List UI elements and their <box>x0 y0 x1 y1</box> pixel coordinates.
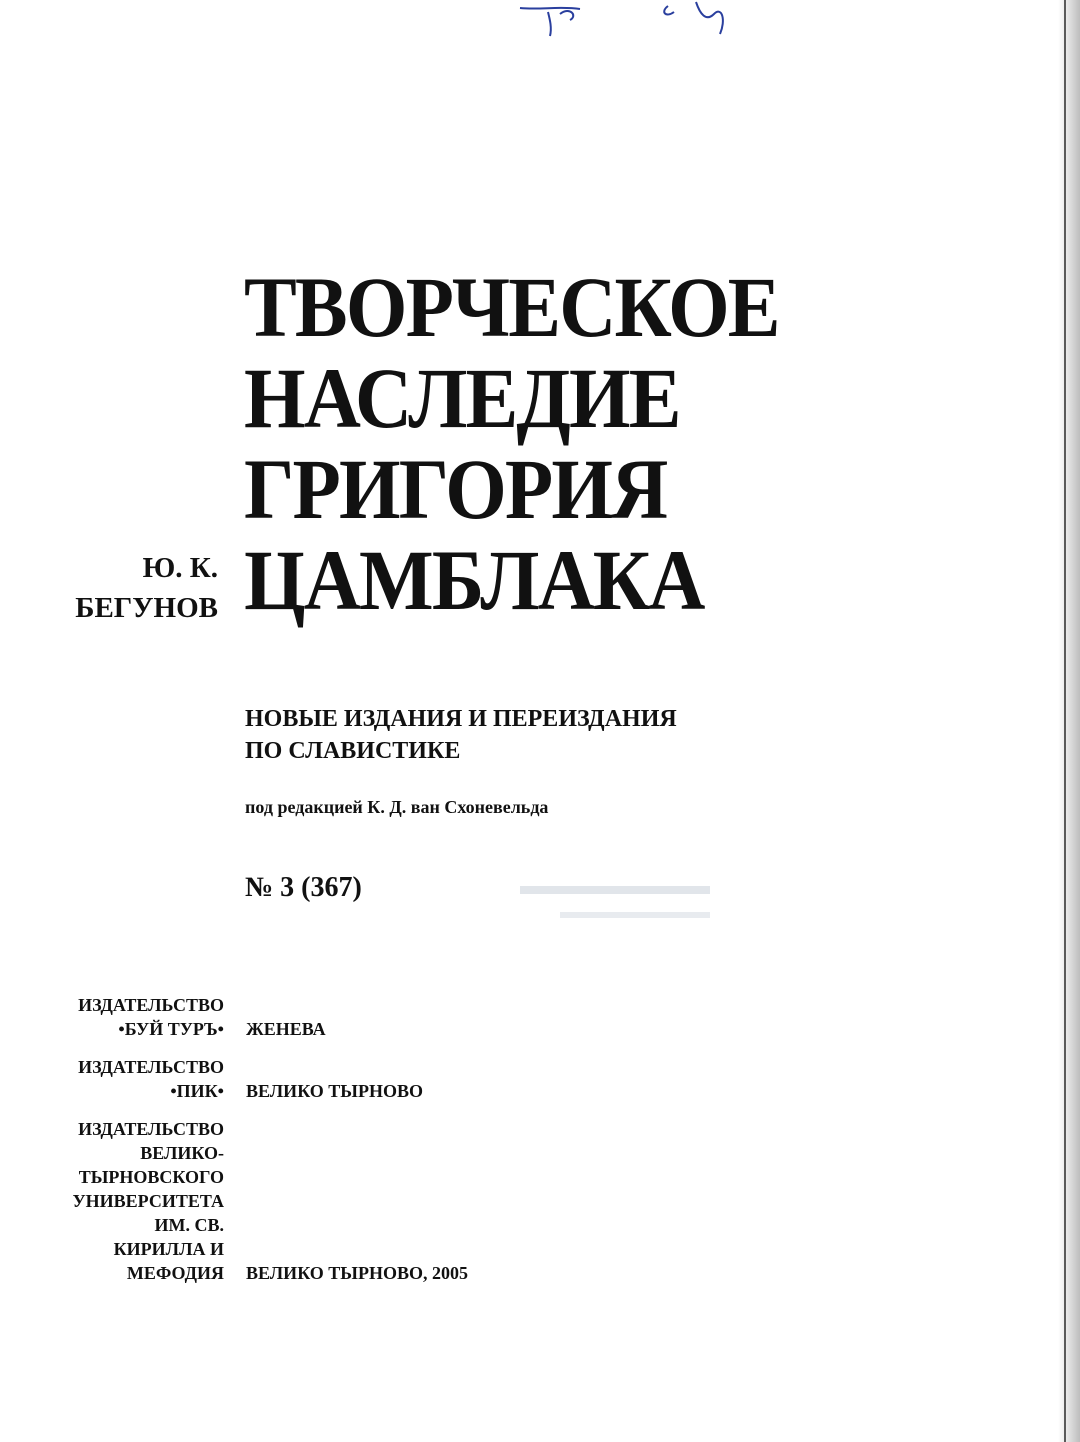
publisher-name-line: МЕФОДИЯ <box>126 1263 224 1283</box>
publisher-name <box>30 1117 224 1285</box>
publisher-name-line: ИЗДАТЕЛЬСТВО <box>78 1119 224 1139</box>
publisher-city: ЖЕНЕВА <box>246 1019 326 1039</box>
publishers-list <box>30 993 570 1299</box>
series-line: НОВЫЕ ИЗДАНИЯ И ПЕРЕИЗДАНИЯ <box>245 706 677 732</box>
publisher-entry <box>30 1055 570 1103</box>
title-line: ГРИГОРИЯ <box>244 441 667 537</box>
bleed-through-smudge <box>520 882 720 932</box>
scan-edge <box>1058 0 1080 1442</box>
publisher-city: ВЕЛИКО ТЫРНОВО <box>246 1081 423 1101</box>
publisher-name-line: •ПИК• <box>170 1081 224 1101</box>
title-line: НАСЛЕДИЕ <box>244 350 680 446</box>
publisher-name <box>30 993 224 1041</box>
handwritten-signature <box>500 0 760 40</box>
title-line: ЦАМБЛАКА <box>244 532 704 628</box>
title-line: ТВОРЧЕСКОЕ <box>244 259 779 355</box>
publisher-name-line: КИРИЛЛА И <box>113 1239 224 1259</box>
publisher-name-line: ИМ. СВ. <box>154 1215 224 1235</box>
publisher-name-line: •БУЙ ТУРЪ• <box>118 1019 224 1039</box>
publisher-name-line: ИЗДАТЕЛЬСТВО <box>78 1057 224 1077</box>
issue-number: № 3 (367) <box>245 872 362 903</box>
book-title <box>244 259 884 628</box>
publisher-name <box>30 1055 224 1103</box>
series-title <box>245 703 677 767</box>
publisher-name-line: УНИВЕРСИТЕТА <box>72 1191 224 1211</box>
publisher-name-line: ВЕЛИКО- <box>140 1143 224 1163</box>
scan-line <box>1064 0 1066 1442</box>
editor-credit: под редакцией К. Д. ван Схоневельда <box>245 797 549 817</box>
publisher-entry <box>30 1117 570 1285</box>
author-initials: Ю. К. <box>142 552 218 584</box>
publisher-name-line: ТЫРНОВСКОГО <box>78 1167 224 1187</box>
publisher-city: ВЕЛИКО ТЫРНОВО, 2005 <box>246 1263 468 1283</box>
author <box>40 548 218 628</box>
author-surname: БЕГУНОВ <box>75 592 218 624</box>
publisher-entry <box>30 993 570 1041</box>
series-line: ПО СЛАВИСТИКЕ <box>245 738 461 764</box>
publisher-name-line: ИЗДАТЕЛЬСТВО <box>78 995 224 1015</box>
